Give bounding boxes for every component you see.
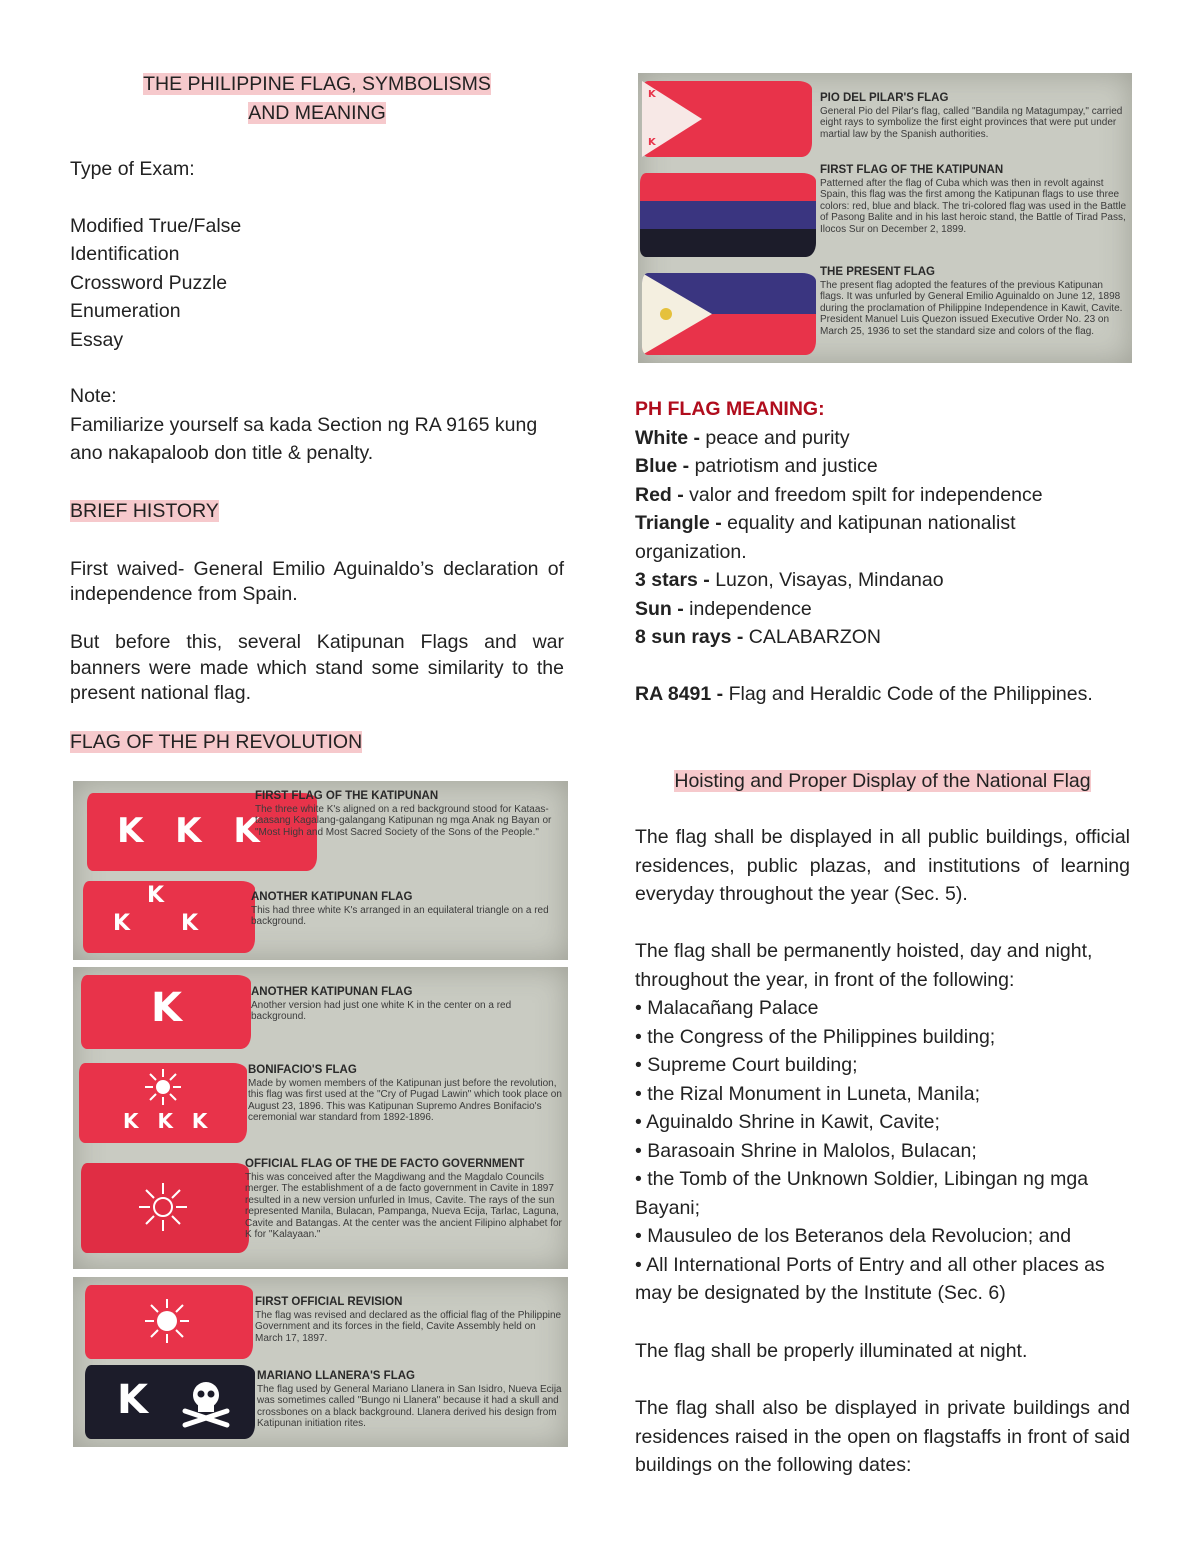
caption-body: Patterned after the flag of Cuba which was then in revolt against Spain, this flag was the first among the Katipunan flags to use three colors: red, blue and black. The tri-colored flag was used in the Battle of Pasong Balite and in his last heroic stand, the Battle of Tirad Pass, Ilocos Sur on December 2, 1899. bbox=[820, 177, 1127, 235]
meaning-term: 8 sun rays - bbox=[635, 626, 744, 648]
de-facto-flag-image bbox=[81, 1163, 249, 1253]
exam-type-item: Identification bbox=[70, 243, 180, 265]
caption-title: FIRST FLAG OF THE KATIPUNAN bbox=[820, 164, 1004, 176]
caption-title: THE PRESENT FLAG bbox=[820, 266, 936, 278]
exam-type-item: Modified True/False bbox=[70, 214, 242, 237]
caption-another-katipunan-flag-2 bbox=[251, 987, 563, 1023]
meaning-item bbox=[635, 481, 1130, 510]
revolution-heading-text: FLAG OF THE PH REVOLUTION bbox=[70, 731, 363, 753]
caption-title: MARIANO LLANERA'S FLAG bbox=[257, 1370, 415, 1382]
present-flag-image bbox=[642, 273, 816, 355]
meaning-item bbox=[635, 452, 1130, 481]
meaning-term: White - bbox=[635, 426, 700, 449]
display-paragraph: The flag shall be displayed in all public buildings, official residences, public plazas, and institutions of learning everyday throughout the year (Sec. 5). bbox=[635, 826, 1130, 905]
meaning-desc: independence bbox=[683, 597, 812, 620]
caption-first-flag-katipunan-tricolor bbox=[820, 165, 1128, 235]
pio-del-pilar-flag-image bbox=[642, 81, 812, 157]
meaning-desc: CALABARZON bbox=[743, 626, 882, 648]
list-item: • the Tomb of the Unknown Soldier, Libingan ng mga Bayani; bbox=[635, 1168, 1089, 1219]
flag-meaning-heading: PH FLAG MEANING: bbox=[635, 398, 825, 420]
hoisted-section bbox=[635, 937, 1130, 1308]
llanera-flag-image bbox=[85, 1365, 255, 1439]
kkk-letters: K K K bbox=[117, 811, 270, 851]
k-letter: K bbox=[117, 1377, 148, 1423]
meaning-desc: Luzon, Visayas, Mindanao bbox=[709, 569, 944, 591]
list-item: • the Congress of the Philippines building; bbox=[635, 1025, 996, 1048]
hoisted-paragraph: The flag shall be permanently hoisted, day and night, throughout the year, in front of the following: bbox=[635, 940, 1093, 991]
caption-body: The three white K's aligned on a red background stood for Kataas-taasang Kagalang-galangang Katipunan ng mga Anak ng Bayan or "Most High and Most Sacred Society of the Sons of the People." bbox=[255, 803, 552, 838]
caption-body: Made by women members of the Katipunan just before the revolution, this flag was first used at the "Cry of Pugad Lawin" which took place on August 23, 1896. This was Katipunan Supremo Andres Bonifacio's ceremonial war standard from 1892-1896. bbox=[248, 1077, 562, 1123]
list-item: • the Rizal Monument in Luneta, Manila; bbox=[635, 1082, 981, 1105]
meaning-desc: peace and purity bbox=[699, 426, 850, 449]
list-item: • Supreme Court building; bbox=[635, 1054, 858, 1076]
history-paragraph-2: But before this, several Katipunan Flags and war banners were made which stand some similarity to the present national flag. bbox=[70, 631, 564, 704]
skull-crossbones-icon bbox=[179, 1375, 233, 1429]
caption-first-flag-katipunan bbox=[255, 791, 565, 838]
exam-type-item: Crossword Puzzle bbox=[70, 271, 228, 294]
photo-katipunan-flags-1 bbox=[73, 781, 568, 960]
exam-section bbox=[70, 155, 564, 468]
private-display-paragraph: The flag shall also be displayed in private buildings and residences raised in the open on flagstaffs in front of said buildings on the following dates: bbox=[635, 1397, 1130, 1476]
caption-first-official-revision bbox=[255, 1297, 563, 1344]
meaning-term: Red - bbox=[635, 483, 684, 506]
caption-body: The present flag adopted the features of the previous Katipunan flags. It was unfurled by General Emilio Aguinaldo on June 12, 1898 during the proclamation of Philippine Independence in Kawit, Cavite. President Manuel Luis Quezon issued Executive Order No. 23 on March 25, 1936 to set the standard size and colors of the flag. bbox=[820, 279, 1123, 337]
caption-de-facto-flag bbox=[245, 1159, 563, 1241]
caption-llanera-flag bbox=[257, 1371, 563, 1430]
meaning-item bbox=[635, 509, 1130, 566]
caption-present-flag bbox=[820, 267, 1128, 337]
single-k-flag-image bbox=[81, 975, 251, 1049]
illuminated-paragraph: The flag shall be properly illuminated at night. bbox=[635, 1340, 1028, 1362]
caption-body: The flag used by General Mariano Llanera in San Isidro, Nueva Ecija was sometimes called "Bungo ni Llanera" because it had a skull and crossbones on a black background. Llanera derived his design from Katipunan initiation rites. bbox=[257, 1383, 562, 1429]
caption-title: ANOTHER KATIPUNAN FLAG bbox=[251, 986, 413, 998]
meaning-term: 3 stars - bbox=[635, 569, 710, 591]
meaning-term: Triangle - bbox=[635, 512, 722, 534]
meaning-item bbox=[635, 595, 1130, 624]
list-item: • Mausuleo de los Beteranos dela Revolucion; and bbox=[635, 1225, 1072, 1247]
ra-8491-line bbox=[635, 680, 1130, 709]
sun-icon bbox=[143, 1067, 183, 1107]
note-label: Note: bbox=[70, 385, 117, 407]
list-item: • Barasoain Shrine in Malolos, Bulacan; bbox=[635, 1139, 977, 1162]
first-flag-katipunan-tricolor-image bbox=[640, 173, 816, 257]
meaning-item bbox=[635, 623, 1130, 652]
meaning-desc: patriotism and justice bbox=[689, 455, 878, 477]
k-letter: K bbox=[648, 137, 656, 148]
k-letter: K bbox=[648, 89, 656, 100]
caption-title: BONIFACIO'S FLAG bbox=[248, 1064, 357, 1076]
exam-type-item: Enumeration bbox=[70, 300, 181, 322]
caption-body: Another version had just one white K in the center on a red background. bbox=[251, 999, 512, 1022]
list-item: • All International Ports of Entry and all other places as may be designated by the Institute (Sec. 6) bbox=[635, 1253, 1105, 1304]
meaning-desc: equality and katipunan nationalist organization. bbox=[635, 512, 1016, 563]
meaning-desc: valor and freedom spilt for independence bbox=[683, 483, 1043, 506]
revolution-heading bbox=[70, 728, 362, 757]
sun-icon bbox=[135, 1179, 191, 1235]
k-letter: K bbox=[113, 911, 131, 936]
k-letter: K bbox=[147, 883, 165, 908]
meaning-item bbox=[635, 424, 1130, 453]
ra-term: RA 8491 - bbox=[635, 683, 724, 705]
places-list bbox=[635, 994, 1130, 1308]
type-of-exam-label: Type of Exam: bbox=[70, 158, 195, 180]
triangle-k-flag-image bbox=[83, 881, 255, 953]
brief-history-heading-text: BRIEF HISTORY bbox=[70, 500, 219, 522]
caption-title: ANOTHER KATIPUNAN FLAG bbox=[251, 891, 413, 903]
caption-title: PIO DEL PILAR'S FLAG bbox=[820, 92, 949, 104]
caption-title: FIRST FLAG OF THE KATIPUNAN bbox=[255, 790, 439, 802]
hoisting-heading bbox=[635, 767, 1130, 796]
photo-katipunan-flags-2 bbox=[73, 967, 568, 1269]
flag-meaning-section bbox=[635, 395, 1130, 709]
list-item: • Malacañang Palace bbox=[635, 997, 819, 1019]
title-line-2: AND MEANING bbox=[248, 102, 386, 124]
meaning-term: Blue - bbox=[635, 455, 690, 477]
caption-bonifacio-flag bbox=[248, 1065, 563, 1124]
hoisting-heading-text: Hoisting and Proper Display of the National Flag bbox=[674, 770, 1091, 792]
caption-another-katipunan-flag bbox=[251, 892, 566, 928]
caption-body: General Pio del Pilar's flag, called "Bandila ng Matagumpay," carried eight rays to symbolize the first eight provinces that were put under martial law by the Spanish authorities. bbox=[820, 105, 1123, 140]
history-paragraph-1: First waived- General Emilio Aguinaldo’s declaration of independence from Spain. bbox=[70, 558, 564, 605]
ra-desc: Flag and Heraldic Code of the Philippines. bbox=[723, 683, 1093, 705]
photo-katipunan-flags-3 bbox=[73, 1277, 568, 1447]
k-letter: K bbox=[181, 911, 199, 936]
caption-body: The flag was revised and declared as the official flag of the Philippine Government and its forces in the field, Cavite Assembly held on March 17, 1897. bbox=[255, 1309, 562, 1344]
title-line-1: THE PHILIPPINE FLAG, SYMBOLISMS bbox=[143, 73, 491, 95]
brief-history-heading bbox=[70, 497, 219, 526]
document-title bbox=[70, 70, 564, 128]
kkk-letters: K K K bbox=[123, 1109, 214, 1133]
caption-pio-del-pilar-flag bbox=[820, 93, 1128, 140]
sun-face-icon bbox=[143, 1297, 191, 1345]
note-text: Familiarize yourself sa kada Section ng RA 9165 kung ano nakapaloob don title & penalty. bbox=[70, 413, 538, 464]
bonifacio-flag-image bbox=[79, 1063, 247, 1143]
caption-body: This had three white K's arranged in an equilateral triangle on a red background. bbox=[251, 904, 549, 927]
list-item: • Aguinaldo Shrine in Kawit, Cavite; bbox=[635, 1111, 940, 1133]
meaning-term: Sun - bbox=[635, 597, 684, 620]
white-triangle-sun-shape bbox=[642, 273, 712, 355]
k-letter: K bbox=[151, 985, 182, 1031]
caption-title: OFFICIAL FLAG OF THE DE FACTO GOVERNMENT bbox=[245, 1158, 525, 1170]
exam-type-item: Essay bbox=[70, 328, 124, 351]
first-official-revision-flag-image bbox=[85, 1285, 253, 1359]
photo-flags-pio-del-pilar-present bbox=[638, 73, 1132, 363]
caption-title: FIRST OFFICIAL REVISION bbox=[255, 1296, 403, 1308]
meaning-item bbox=[635, 566, 1130, 595]
caption-body: This was conceived after the Magdiwang and the Magdalo Councils merger. The establishment of a de facto government in Cavite in 1897 resulted in a new version unfurled in Imus, Cavite. The rays of the sun represented Manila, Bulacan, Pampanga, Nueva Ecija, Tarlac, Laguna, Cavite and Batangas. At the center was the ancient Filipino alphabet for K for "Kalayaan." bbox=[245, 1171, 562, 1240]
